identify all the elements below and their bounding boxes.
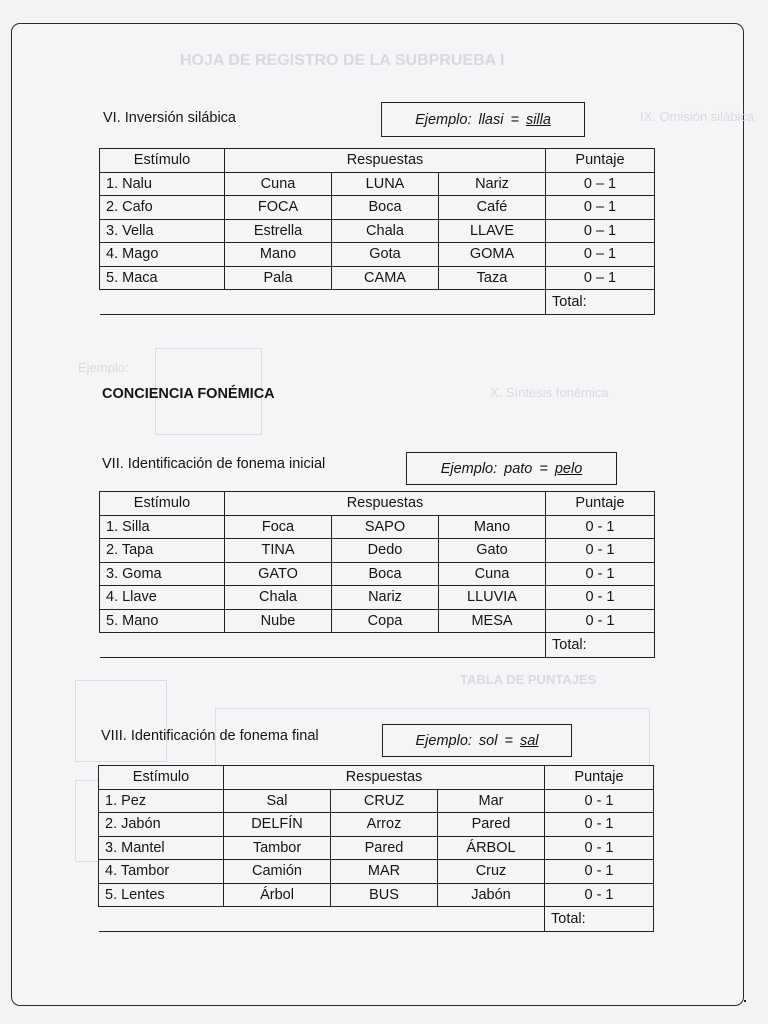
response-cell: Sal	[224, 789, 331, 813]
response-cell: LUNA	[332, 172, 439, 196]
total-label: Total:	[546, 633, 655, 658]
score-cell: 0 - 1	[546, 586, 655, 610]
response-cell: CRUZ	[331, 789, 438, 813]
response-cell: LLUVIA	[439, 586, 546, 610]
response-cell: CAMA	[332, 266, 439, 290]
response-cell: Taza	[439, 266, 546, 290]
response-cell: Pared	[331, 836, 438, 860]
table-row	[100, 586, 655, 610]
response-cell: Jabón	[438, 883, 545, 907]
table-row	[100, 219, 655, 243]
section-7-example-box	[406, 452, 617, 485]
stimulus-cell: 4. Llave	[100, 586, 225, 610]
table-header-row	[99, 766, 654, 790]
total-spacer	[100, 290, 546, 315]
header-puntaje: Puntaje	[546, 149, 655, 173]
score-cell: 0 - 1	[545, 836, 654, 860]
stimulus-cell: 1. Pez	[99, 789, 224, 813]
table-row	[100, 562, 655, 586]
table-header-row	[100, 492, 655, 516]
response-cell: Cuna	[225, 172, 332, 196]
section-6-table	[99, 148, 655, 315]
section-8-example-box	[382, 724, 572, 757]
table-row	[100, 172, 655, 196]
table-row	[100, 515, 655, 539]
response-cell: BUS	[331, 883, 438, 907]
response-cell: Pared	[438, 813, 545, 837]
example-answer: silla	[525, 111, 551, 128]
page-mark	[744, 1000, 746, 1002]
stimulus-cell: 3. Mantel	[99, 836, 224, 860]
response-cell: Pala	[225, 266, 332, 290]
response-cell: Árbol	[224, 883, 331, 907]
example-equals: =	[539, 460, 548, 477]
header-puntaje: Puntaje	[546, 492, 655, 516]
section-8-title: VIII. Identificación de fonema final	[101, 728, 319, 744]
header-respuestas: Respuestas	[224, 766, 545, 790]
stimulus-cell: 2. Tapa	[100, 539, 225, 563]
section-6-example-box	[381, 102, 585, 137]
example-answer: sal	[519, 732, 539, 749]
response-cell: Foca	[225, 515, 332, 539]
stimulus-cell: 2. Cafo	[100, 196, 225, 220]
response-cell: Mar	[438, 789, 545, 813]
header-puntaje: Puntaje	[545, 766, 654, 790]
response-cell: Mano	[225, 243, 332, 267]
response-cell: Chala	[332, 219, 439, 243]
bleed-through-example: Ejemplo:	[78, 360, 129, 375]
stimulus-cell: 3. Vella	[100, 219, 225, 243]
example-stimulus: llasi	[478, 111, 504, 128]
response-cell: Estrella	[225, 219, 332, 243]
example-label: Ejemplo:	[415, 111, 472, 128]
example-stimulus: sol	[478, 732, 498, 749]
score-cell: 0 - 1	[545, 813, 654, 837]
response-cell: Chala	[225, 586, 332, 610]
response-cell: Tambor	[224, 836, 331, 860]
header-estimulo: Estímulo	[99, 766, 224, 790]
response-cell: DELFÍN	[224, 813, 331, 837]
score-cell: 0 - 1	[546, 562, 655, 586]
bleed-through-table-title: TABLA DE PUNTAJES	[460, 672, 597, 687]
response-cell: Copa	[332, 609, 439, 633]
stimulus-cell: 3. Goma	[100, 562, 225, 586]
score-cell: 0 - 1	[546, 539, 655, 563]
score-cell: 0 – 1	[546, 219, 655, 243]
stimulus-cell: 2. Jabón	[99, 813, 224, 837]
response-cell: MAR	[331, 860, 438, 884]
table-row	[100, 609, 655, 633]
stimulus-cell: 4. Tambor	[99, 860, 224, 884]
table-row	[100, 243, 655, 267]
total-row	[99, 907, 654, 932]
response-cell: Nariz	[439, 172, 546, 196]
example-answer: pelo	[554, 460, 583, 477]
section-7-title: VII. Identificación de fonema inicial	[102, 456, 326, 472]
response-cell: Mano	[439, 515, 546, 539]
response-cell: Boca	[332, 562, 439, 586]
response-cell: ÁRBOL	[438, 836, 545, 860]
response-cell: Camión	[224, 860, 331, 884]
bleed-through-section: X. Síntesis fonémica	[490, 385, 609, 400]
example-equals: =	[510, 111, 519, 128]
example-equals: =	[504, 732, 513, 749]
score-cell: 0 - 1	[546, 609, 655, 633]
stimulus-cell: 5. Mano	[100, 609, 225, 633]
total-spacer	[100, 633, 546, 658]
response-cell: GATO	[225, 562, 332, 586]
total-label: Total:	[545, 907, 654, 932]
example-label: Ejemplo:	[440, 460, 498, 477]
response-cell: MESA	[439, 609, 546, 633]
table-header-row	[100, 149, 655, 173]
header-estimulo: Estímulo	[100, 492, 225, 516]
response-cell: Boca	[332, 196, 439, 220]
response-cell: TINA	[225, 539, 332, 563]
stimulus-cell: 5. Maca	[100, 266, 225, 290]
response-cell: LLAVE	[439, 219, 546, 243]
response-cell: Gato	[439, 539, 546, 563]
score-cell: 0 – 1	[546, 266, 655, 290]
response-cell: Nube	[225, 609, 332, 633]
header-estimulo: Estímulo	[100, 149, 225, 173]
score-cell: 0 - 1	[545, 883, 654, 907]
score-cell: 0 - 1	[545, 789, 654, 813]
bleed-through-picture-box	[75, 680, 167, 762]
response-cell: Arroz	[331, 813, 438, 837]
section-7-table	[99, 491, 655, 658]
score-cell: 0 – 1	[546, 172, 655, 196]
conciencia-fonemica-heading: CONCIENCIA FONÉMICA	[102, 386, 275, 402]
table-row	[100, 539, 655, 563]
bleed-through-subtitle: IX. Omisión silábica	[640, 109, 755, 124]
stimulus-cell: 5. Lentes	[99, 883, 224, 907]
response-cell: GOMA	[439, 243, 546, 267]
total-spacer	[99, 907, 545, 932]
response-cell: Dedo	[332, 539, 439, 563]
table-row	[99, 836, 654, 860]
response-cell: Nariz	[332, 586, 439, 610]
response-cell: Gota	[332, 243, 439, 267]
section-8-table	[98, 765, 654, 932]
bleed-through-title: HOJA DE REGISTRO DE LA SUBPRUEBA I	[180, 52, 505, 69]
stimulus-cell: 1. Nalu	[100, 172, 225, 196]
stimulus-cell: 4. Mago	[100, 243, 225, 267]
response-cell: Cruz	[438, 860, 545, 884]
score-cell: 0 – 1	[546, 243, 655, 267]
score-cell: 0 – 1	[546, 196, 655, 220]
response-cell: Café	[439, 196, 546, 220]
example-label: Ejemplo:	[415, 732, 472, 749]
table-row	[100, 196, 655, 220]
table-row	[99, 860, 654, 884]
table-row	[99, 789, 654, 813]
stimulus-cell: 1. Silla	[100, 515, 225, 539]
response-cell: Cuna	[439, 562, 546, 586]
table-row	[99, 813, 654, 837]
score-cell: 0 - 1	[546, 515, 655, 539]
header-respuestas: Respuestas	[225, 492, 546, 516]
total-row	[100, 290, 655, 315]
table-row	[99, 883, 654, 907]
response-cell: FOCA	[225, 196, 332, 220]
header-respuestas: Respuestas	[225, 149, 546, 173]
section-6-title: VI. Inversión silábica	[103, 110, 236, 126]
score-cell: 0 - 1	[545, 860, 654, 884]
total-label: Total:	[546, 290, 655, 315]
table-row	[100, 266, 655, 290]
example-stimulus: pato	[504, 460, 533, 477]
total-row	[100, 633, 655, 658]
response-cell: SAPO	[332, 515, 439, 539]
